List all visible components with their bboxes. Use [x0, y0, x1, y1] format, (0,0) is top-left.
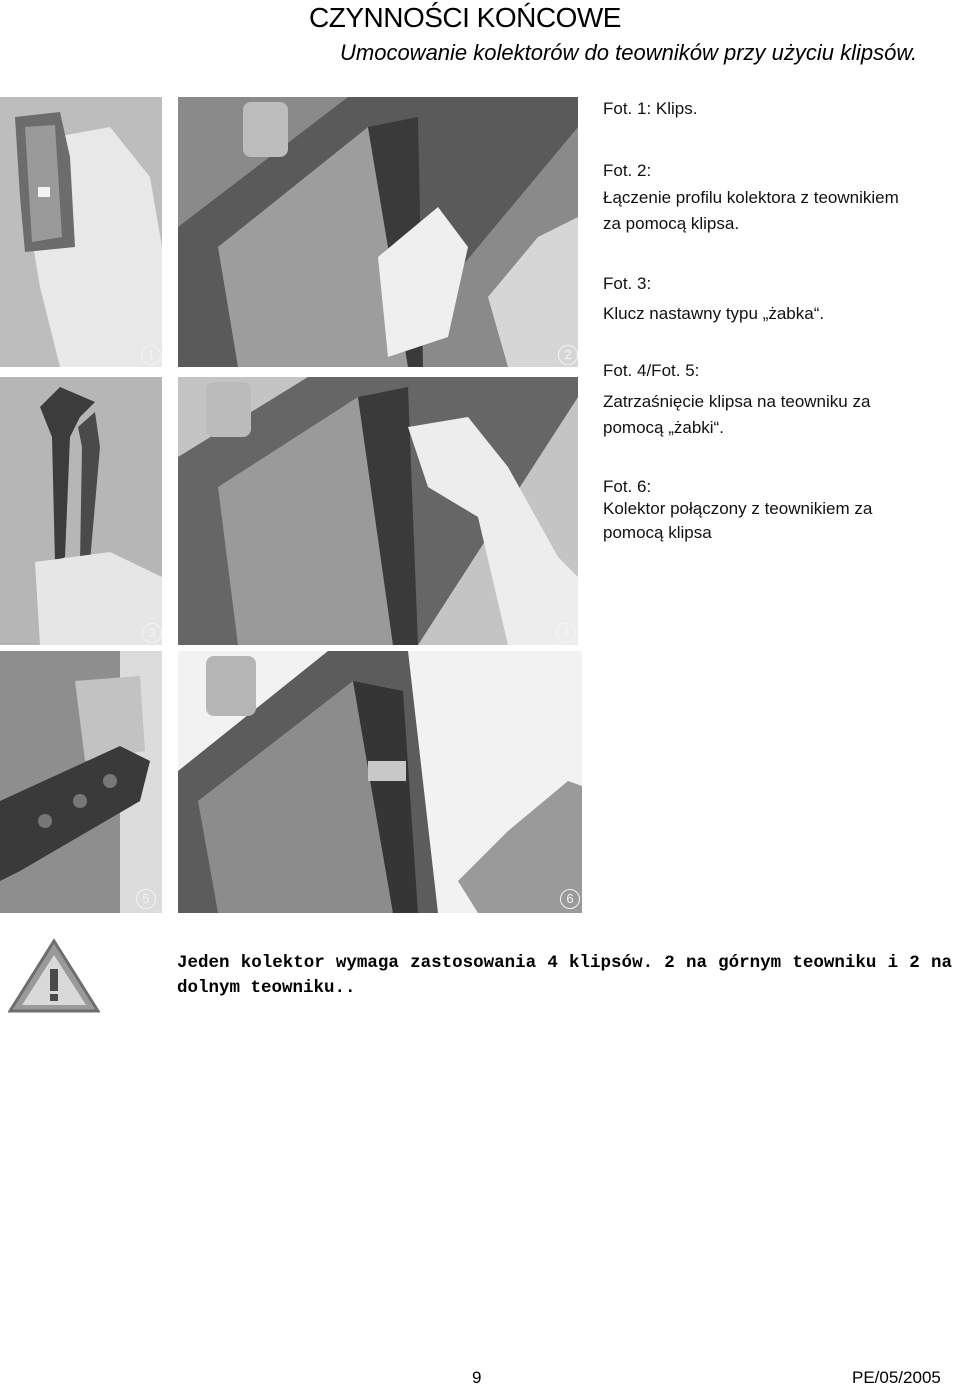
photo-5	[0, 651, 162, 913]
photo-number-2: 2	[558, 345, 578, 365]
pliers-close-up-image	[0, 651, 162, 913]
caption-4-line2: pomocą „żabki“.	[603, 418, 724, 437]
photo-number-6: 6	[560, 889, 580, 909]
caption-3-line1: Klucz nastawny typu „żabka“.	[603, 304, 825, 323]
hand-holding-clip-image	[0, 97, 162, 367]
caption-4-line1: Zatrzaśnięcie klipsa na teowniku za	[603, 392, 871, 411]
photo-number-1: 1	[141, 345, 161, 365]
caption-1: Fot. 1: Klips.	[603, 99, 698, 118]
caption-4-head: Fot. 4/Fot. 5:	[603, 361, 700, 380]
photo-4	[178, 377, 578, 645]
photo-number-4: 4	[556, 623, 576, 643]
collector-connected-image	[178, 651, 582, 913]
photo-3	[0, 377, 162, 645]
caption-2-line1: Łączenie profilu kolektora z teownikiem	[603, 188, 899, 207]
caption-6-head: Fot. 6:	[603, 477, 652, 496]
caption-2-line2: za pomocą klipsa.	[603, 214, 740, 233]
photo-2	[178, 97, 578, 367]
photo-1	[0, 97, 162, 367]
page-subtitle: Umocowanie kolektorów do teowników przy użyciu klipsów.	[340, 40, 918, 65]
document-code: PE/05/2005	[852, 1368, 941, 1387]
page-number: 9	[472, 1368, 482, 1387]
caption-6-line1: Kolektor połączony z teownikiem za	[603, 499, 873, 518]
photo-number-3: 3	[142, 623, 162, 643]
warning-triangle-icon	[8, 937, 100, 1015]
photo-6	[178, 651, 582, 913]
caption-6-line2: pomocą klipsa	[603, 523, 712, 542]
pliers-wrench-image	[0, 377, 162, 645]
caption-3-head: Fot. 3:	[603, 274, 652, 293]
caption-2-head: Fot. 2:	[603, 161, 652, 180]
note-text: Jeden kolektor wymaga zastosowania 4 klipsów. 2 na górnym teowniku i 2 na dolnym teowniku..	[177, 953, 952, 998]
page-title: CZYNNOŚCI KOŃCOWE	[309, 2, 621, 33]
clip-snapping-image	[178, 377, 578, 645]
clip-on-profile-image	[178, 97, 578, 367]
photo-number-5: 5	[136, 889, 156, 909]
